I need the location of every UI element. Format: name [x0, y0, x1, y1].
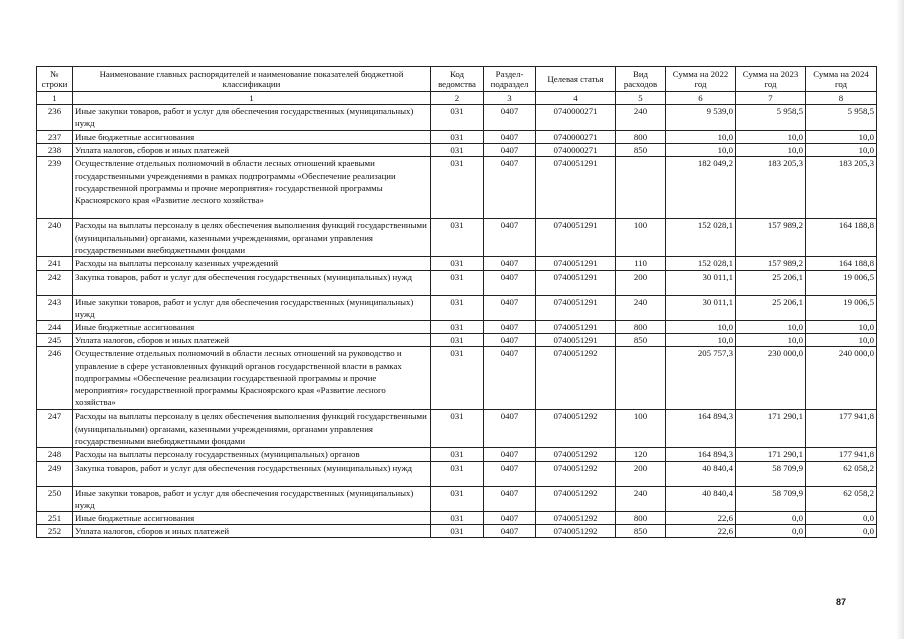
- cell-2023: 10,0: [736, 334, 806, 347]
- cell-2023: 157 989,2: [736, 257, 806, 270]
- cell-row-no: 240: [37, 219, 73, 257]
- cell-2022: 10,0: [666, 131, 736, 144]
- cell-row-no: 238: [37, 144, 73, 157]
- col-number: 7: [736, 92, 806, 105]
- cell-target: 0740051292: [536, 448, 616, 461]
- cell-type: 240: [616, 486, 666, 511]
- cell-type: [616, 347, 666, 410]
- header-y2022: Сумма на 2022 год: [666, 67, 736, 92]
- table-row: [37, 105, 877, 131]
- cell-2022: 164 894,3: [666, 448, 736, 461]
- table-row: [37, 486, 877, 511]
- cell-2024: 164 188,8: [806, 219, 877, 257]
- cell-2022: 22,6: [666, 512, 736, 525]
- cell-2023: 5 958,5: [736, 105, 806, 131]
- cell-type: 100: [616, 410, 666, 448]
- cell-2024: 10,0: [806, 321, 877, 334]
- cell-type: 200: [616, 270, 666, 295]
- cell-dept: 031: [431, 410, 484, 448]
- budget-table: [36, 66, 877, 538]
- header-target: Целевая статья: [536, 67, 616, 92]
- cell-section: 0407: [484, 347, 536, 410]
- cell-section: 0407: [484, 295, 536, 320]
- cell-name: Уплата налогов, сборов и иных платежей: [73, 144, 431, 157]
- table-row: [37, 512, 877, 525]
- cell-section: 0407: [484, 461, 536, 486]
- cell-section: 0407: [484, 257, 536, 270]
- cell-section: 0407: [484, 144, 536, 157]
- cell-row-no: 251: [37, 512, 73, 525]
- cell-dept: 031: [431, 334, 484, 347]
- cell-target: 0740000271: [536, 144, 616, 157]
- cell-row-no: 247: [37, 410, 73, 448]
- cell-2024: 10,0: [806, 334, 877, 347]
- cell-2022: 10,0: [666, 334, 736, 347]
- page-number: 87: [835, 597, 846, 607]
- cell-2023: 25 206,1: [736, 270, 806, 295]
- cell-row-no: 250: [37, 486, 73, 511]
- header-row: [37, 67, 877, 92]
- col-number: 1: [73, 92, 431, 105]
- cell-dept: 031: [431, 321, 484, 334]
- cell-type: 800: [616, 131, 666, 144]
- cell-name: Закупка товаров, работ и услуг для обеспечения государственных (муниципальных) нужд: [73, 461, 431, 486]
- col-number: 1: [37, 92, 73, 105]
- cell-name: Закупка товаров, работ и услуг для обеспечения государственных (муниципальных) нужд: [73, 270, 431, 295]
- cell-row-no: 252: [37, 525, 73, 538]
- cell-2022: 164 894,3: [666, 410, 736, 448]
- cell-section: 0407: [484, 410, 536, 448]
- cell-2022: 10,0: [666, 321, 736, 334]
- cell-dept: 031: [431, 461, 484, 486]
- cell-2024: 10,0: [806, 144, 877, 157]
- cell-type: 240: [616, 295, 666, 320]
- cell-2023: 157 989,2: [736, 219, 806, 257]
- col-number: 3: [484, 92, 536, 105]
- cell-target: 0740051291: [536, 334, 616, 347]
- cell-section: 0407: [484, 334, 536, 347]
- cell-target: 0740051291: [536, 257, 616, 270]
- cell-name: Осуществление отдельных полномочий в области лесных отношений краевыми государственными учреждениями в рамках подпрограммы «Обеспечение реализации государственной программы и прочие мероприятия» государственной программы Красноярского края «Развитие лесного хозяйства»: [73, 157, 431, 219]
- cell-target: 0740051292: [536, 347, 616, 410]
- cell-dept: 031: [431, 219, 484, 257]
- cell-2024: 183 205,3: [806, 157, 877, 219]
- cell-row-no: 243: [37, 295, 73, 320]
- cell-2023: 25 206,1: [736, 295, 806, 320]
- cell-2023: 0,0: [736, 512, 806, 525]
- cell-2024: 10,0: [806, 131, 877, 144]
- cell-name: Иные бюджетные ассигнования: [73, 131, 431, 144]
- cell-dept: 031: [431, 105, 484, 131]
- table-row: [37, 461, 877, 486]
- cell-dept: 031: [431, 157, 484, 219]
- cell-row-no: 244: [37, 321, 73, 334]
- budget-page: [36, 66, 876, 538]
- cell-2024: 19 006,5: [806, 295, 877, 320]
- table-row: [37, 257, 877, 270]
- col-number: 8: [806, 92, 877, 105]
- cell-2023: 10,0: [736, 321, 806, 334]
- cell-name: Иные бюджетные ассигнования: [73, 512, 431, 525]
- cell-2023: 183 205,3: [736, 157, 806, 219]
- cell-section: 0407: [484, 512, 536, 525]
- table-row: [37, 334, 877, 347]
- cell-2022: 40 840,4: [666, 461, 736, 486]
- cell-name: Расходы на выплаты персоналу казенных учреждений: [73, 257, 431, 270]
- cell-name: Расходы на выплаты персоналу в целях обеспечения выполнения функций государственными (муниципальными) органами, казенными учреждениями, органами управления государственными внебюджетными фондами: [73, 410, 431, 448]
- cell-type: 850: [616, 334, 666, 347]
- cell-type: 800: [616, 321, 666, 334]
- cell-type: 850: [616, 525, 666, 538]
- cell-target: 0740051291: [536, 157, 616, 219]
- cell-2022: 30 011,1: [666, 295, 736, 320]
- cell-2023: 58 709,9: [736, 461, 806, 486]
- cell-target: 0740051292: [536, 461, 616, 486]
- col-number: 2: [431, 92, 484, 105]
- header-section: Раздел-подраздел: [484, 67, 536, 92]
- table-row: [37, 270, 877, 295]
- cell-section: 0407: [484, 486, 536, 511]
- cell-dept: 031: [431, 448, 484, 461]
- cell-name: Осуществление отдельных полномочий в области лесных отношений на руководство и управление в сфере установленных функций органов государственной власти в рамках подпрограммы «Обеспечение реализации государственной программы и прочие мероприятия» государственной программы Красноярского края «Развитие лесного хозяйства»: [73, 347, 431, 410]
- cell-2022: 205 757,3: [666, 347, 736, 410]
- cell-dept: 031: [431, 131, 484, 144]
- cell-dept: 031: [431, 257, 484, 270]
- table-row: [37, 131, 877, 144]
- cell-2024: 62 058,2: [806, 486, 877, 511]
- cell-target: 0740051291: [536, 219, 616, 257]
- cell-target: 0740051291: [536, 295, 616, 320]
- cell-dept: 031: [431, 486, 484, 511]
- cell-2022: 22,6: [666, 525, 736, 538]
- cell-2022: 152 028,1: [666, 219, 736, 257]
- cell-row-no: 242: [37, 270, 73, 295]
- table-row: [37, 219, 877, 257]
- table-row: [37, 347, 877, 410]
- header-name: Наименование главных распорядителей и наименование показателей бюджетной классификации: [73, 67, 431, 92]
- page-edge-shadow: [896, 0, 904, 639]
- cell-dept: 031: [431, 512, 484, 525]
- table-body: [37, 105, 877, 538]
- cell-2024: 177 941,8: [806, 410, 877, 448]
- cell-2024: 62 058,2: [806, 461, 877, 486]
- cell-name: Уплата налогов, сборов и иных платежей: [73, 334, 431, 347]
- table-row: [37, 448, 877, 461]
- header-y2024: Сумма на 2024 год: [806, 67, 877, 92]
- cell-name: Уплата налогов, сборов и иных платежей: [73, 525, 431, 538]
- cell-2023: 0,0: [736, 525, 806, 538]
- cell-name: Расходы на выплаты персоналу в целях обеспечения выполнения функций государственными (муниципальными) органами, казенными учреждениями, органами управления государственными внебюджетными фондами: [73, 219, 431, 257]
- cell-target: 0740051291: [536, 321, 616, 334]
- cell-row-no: 248: [37, 448, 73, 461]
- header-dept: Код ведомства: [431, 67, 484, 92]
- header-type: Вид расходов: [616, 67, 666, 92]
- cell-2022: 40 840,4: [666, 486, 736, 511]
- cell-target: 0740051291: [536, 270, 616, 295]
- cell-row-no: 239: [37, 157, 73, 219]
- cell-name: Иные закупки товаров, работ и услуг для обеспечения государственных (муниципальных) нужд: [73, 295, 431, 320]
- cell-2022: 152 028,1: [666, 257, 736, 270]
- table-row: [37, 321, 877, 334]
- cell-type: 850: [616, 144, 666, 157]
- table-row: [37, 410, 877, 448]
- cell-section: 0407: [484, 448, 536, 461]
- cell-name: Иные закупки товаров, работ и услуг для обеспечения государственных (муниципальных) нужд: [73, 105, 431, 131]
- cell-2023: 230 000,0: [736, 347, 806, 410]
- table-row: [37, 157, 877, 219]
- cell-2023: 10,0: [736, 144, 806, 157]
- cell-row-no: 236: [37, 105, 73, 131]
- cell-2022: 30 011,1: [666, 270, 736, 295]
- cell-2024: 0,0: [806, 512, 877, 525]
- header-row-no: № строки: [37, 67, 73, 92]
- cell-target: 0740000271: [536, 131, 616, 144]
- cell-2022: 10,0: [666, 144, 736, 157]
- cell-2023: 58 709,9: [736, 486, 806, 511]
- cell-2024: 5 958,5: [806, 105, 877, 131]
- cell-name: Иные закупки товаров, работ и услуг для обеспечения государственных (муниципальных) нужд: [73, 486, 431, 511]
- cell-dept: 031: [431, 347, 484, 410]
- col-number: 5: [616, 92, 666, 105]
- cell-type: 240: [616, 105, 666, 131]
- cell-2022: 182 049,2: [666, 157, 736, 219]
- cell-target: 0740000271: [536, 105, 616, 131]
- cell-dept: 031: [431, 144, 484, 157]
- cell-dept: 031: [431, 270, 484, 295]
- cell-row-no: 237: [37, 131, 73, 144]
- cell-section: 0407: [484, 157, 536, 219]
- cell-section: 0407: [484, 131, 536, 144]
- cell-row-no: 249: [37, 461, 73, 486]
- cell-type: 100: [616, 219, 666, 257]
- header-y2023: Сумма на 2023 год: [736, 67, 806, 92]
- cell-2024: 0,0: [806, 525, 877, 538]
- cell-2022: 9 539,0: [666, 105, 736, 131]
- col-number: 6: [666, 92, 736, 105]
- cell-type: [616, 157, 666, 219]
- cell-2024: 164 188,8: [806, 257, 877, 270]
- cell-2024: 177 941,8: [806, 448, 877, 461]
- table-row: [37, 525, 877, 538]
- cell-name: Иные бюджетные ассигнования: [73, 321, 431, 334]
- cell-dept: 031: [431, 295, 484, 320]
- cell-2023: 171 290,1: [736, 448, 806, 461]
- cell-type: 200: [616, 461, 666, 486]
- cell-2024: 19 006,5: [806, 270, 877, 295]
- cell-section: 0407: [484, 321, 536, 334]
- cell-2024: 240 000,0: [806, 347, 877, 410]
- cell-2023: 10,0: [736, 131, 806, 144]
- cell-type: 800: [616, 512, 666, 525]
- table-row: [37, 295, 877, 320]
- cell-section: 0407: [484, 219, 536, 257]
- cell-dept: 031: [431, 525, 484, 538]
- table-row: [37, 144, 877, 157]
- cell-target: 0740051292: [536, 525, 616, 538]
- cell-target: 0740051292: [536, 486, 616, 511]
- cell-type: 120: [616, 448, 666, 461]
- cell-type: 110: [616, 257, 666, 270]
- cell-target: 0740051292: [536, 410, 616, 448]
- cell-name: Расходы на выплаты персоналу государственных (муниципальных) органов: [73, 448, 431, 461]
- column-number-row: [37, 92, 877, 105]
- cell-row-no: 241: [37, 257, 73, 270]
- cell-2023: 171 290,1: [736, 410, 806, 448]
- cell-section: 0407: [484, 270, 536, 295]
- cell-row-no: 245: [37, 334, 73, 347]
- col-number: 4: [536, 92, 616, 105]
- cell-section: 0407: [484, 105, 536, 131]
- cell-section: 0407: [484, 525, 536, 538]
- cell-target: 0740051292: [536, 512, 616, 525]
- cell-row-no: 246: [37, 347, 73, 410]
